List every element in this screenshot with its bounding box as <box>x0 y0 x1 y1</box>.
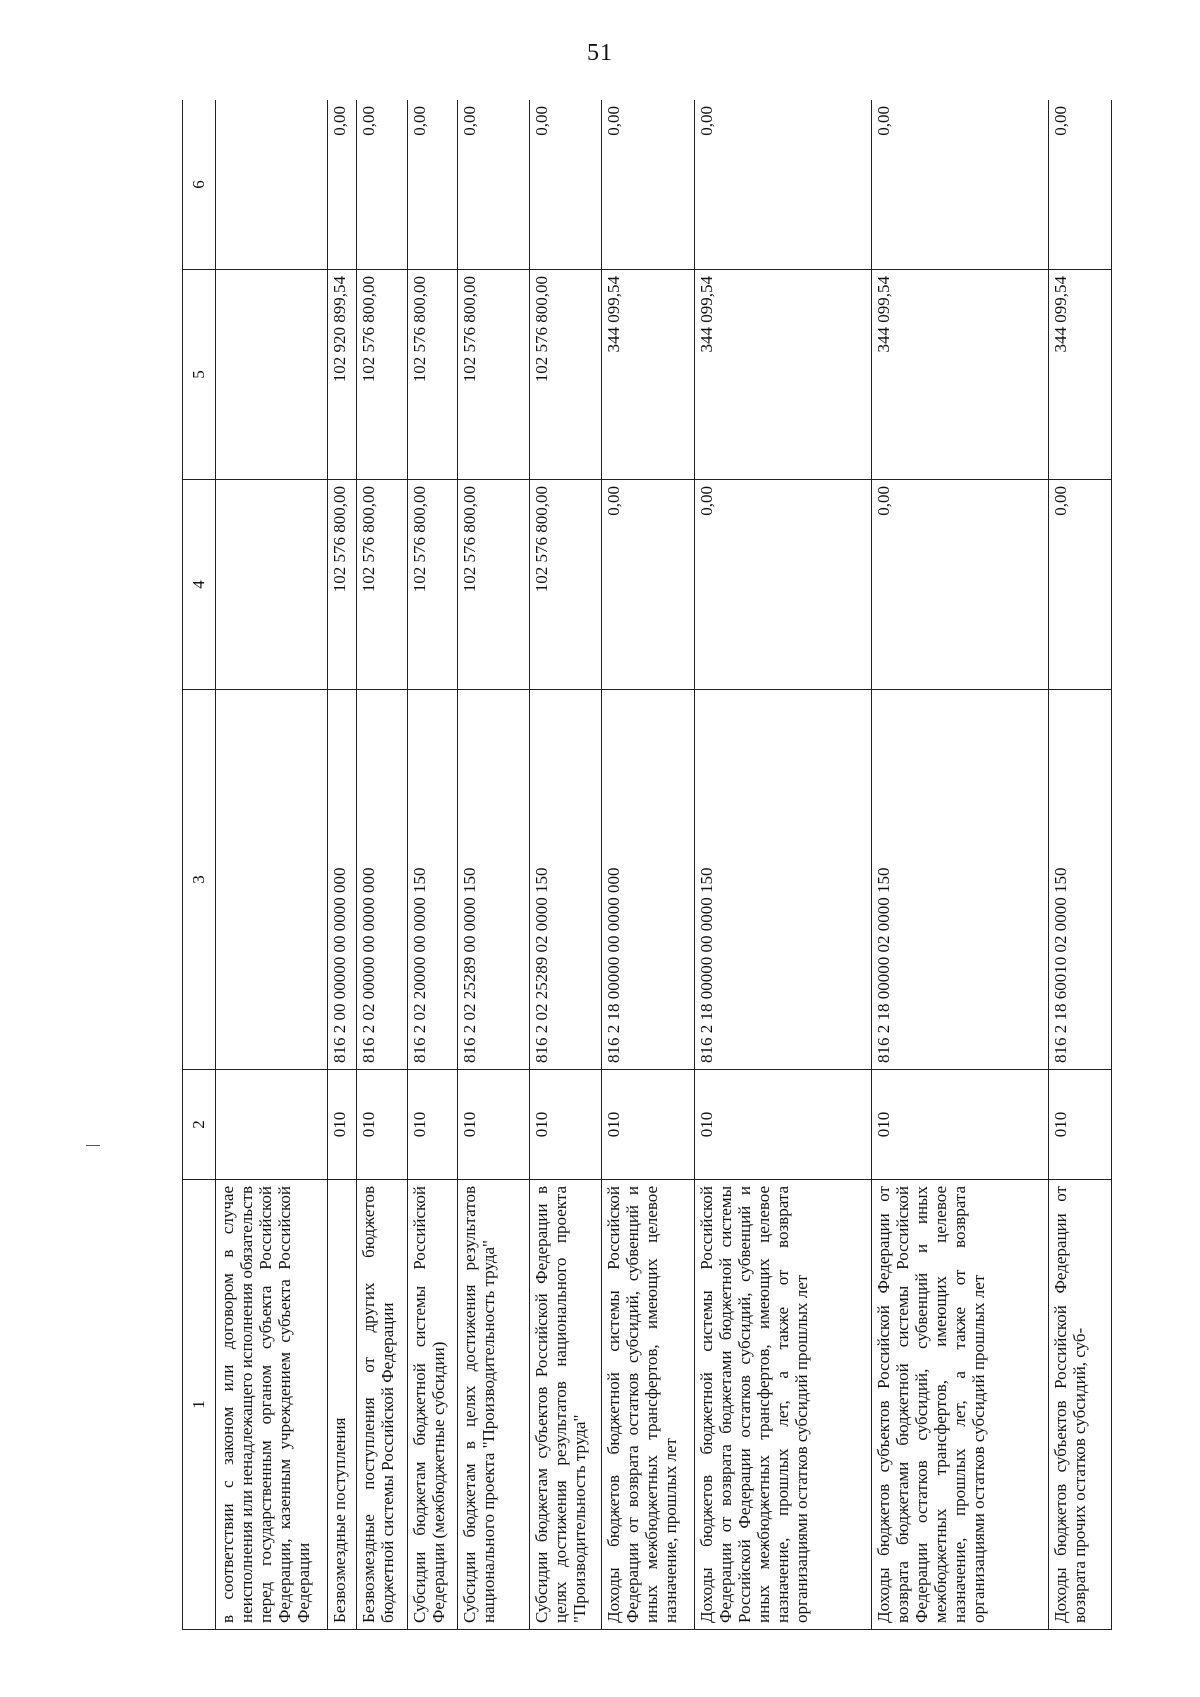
row-code: 010 <box>871 1070 1048 1180</box>
row-col6: 0,00 <box>1048 100 1111 270</box>
row-col6: 0,00 <box>694 100 871 270</box>
row-code: 010 <box>407 1070 458 1180</box>
row-name: Доходы бюджетов субъектов Российской Федерации от возврата прочих остатков субсидий, суб- <box>1048 1180 1111 1630</box>
row-col4: 0,00 <box>694 480 871 690</box>
table-row <box>407 100 458 1630</box>
row-col6: 0,00 <box>357 100 408 270</box>
table-row <box>357 100 408 1630</box>
row-col4: 102 576 800,00 <box>357 480 408 690</box>
row-col4: 102 576 800,00 <box>458 480 530 690</box>
row-name: в соответствии с законом или договором в случае неисполнения или ненадлежащего исполнения обязательств перед государственным органом субъекта Российской Федерации, казенным учреждением субъекта Российской Федерации <box>216 1180 328 1630</box>
row-col6 <box>216 100 328 270</box>
row-col4: 0,00 <box>1048 480 1111 690</box>
row-kbk <box>216 690 328 1070</box>
row-col6: 0,00 <box>530 100 602 270</box>
row-code: 010 <box>458 1070 530 1180</box>
row-code: 010 <box>694 1070 871 1180</box>
row-code: 010 <box>357 1070 408 1180</box>
row-kbk: 816 2 00 00000 00 0000 000 <box>327 690 357 1070</box>
row-code: 010 <box>1048 1070 1111 1180</box>
row-kbk: 816 2 18 00000 00 0000 150 <box>694 690 871 1070</box>
row-col4: 0,00 <box>601 480 694 690</box>
row-col5: 344 099,54 <box>601 270 694 480</box>
row-kbk: 816 2 02 25289 02 0000 150 <box>530 690 602 1070</box>
row-name: Субсидии бюджетам бюджетной системы Российской Федерации (межбюджетные субсидии) <box>407 1180 458 1630</box>
row-kbk: 816 2 02 20000 00 0000 150 <box>407 690 458 1070</box>
row-kbk: 816 2 18 00000 00 0000 000 <box>601 690 694 1070</box>
row-kbk: 816 2 18 00000 02 0000 150 <box>871 690 1048 1070</box>
page-number: 51 <box>587 40 613 66</box>
row-col5: 102 576 800,00 <box>357 270 408 480</box>
table-header-row <box>183 100 216 1630</box>
table-row <box>871 100 1048 1630</box>
table-row <box>327 100 357 1630</box>
row-col4: 102 576 800,00 <box>407 480 458 690</box>
row-kbk: 816 2 02 00000 00 0000 000 <box>357 690 408 1070</box>
column-header-2: 2 <box>183 1070 216 1180</box>
table-row <box>1048 100 1111 1630</box>
row-name: Безвозмездные поступления от других бюджетов бюджетной системы Российской Федерации <box>357 1180 408 1630</box>
row-name: Доходы бюджетов бюджетной системы Российской Федерации от возврата бюджетами бюджетной системы Российской Федерации остатков субсидий, субвенций и иных межбюджетных трансфертов, имеющих целевое назначение, прошлых лет, а также от возврата организациями остатков субсидий прошлых лет <box>694 1180 871 1630</box>
table-row <box>530 100 602 1630</box>
row-name: Доходы бюджетов бюджетной системы Российской Федерации от возврата остатков субсидий, субвенций и иных межбюджетных трансфертов, имеющих целевое назначение, прошлых лет <box>601 1180 694 1630</box>
margin-mark <box>86 1145 100 1146</box>
row-name: Субсидии бюджетам субъектов Российской Федерации в целях достижения результатов национального проекта "Производительность труда" <box>530 1180 602 1630</box>
column-header-1: 1 <box>183 1180 216 1630</box>
row-col6: 0,00 <box>601 100 694 270</box>
row-col5: 102 576 800,00 <box>407 270 458 480</box>
row-col4 <box>216 480 328 690</box>
row-code <box>216 1070 328 1180</box>
table-row <box>601 100 694 1630</box>
row-name: Безвозмездные поступления <box>327 1180 357 1630</box>
row-col6: 0,00 <box>871 100 1048 270</box>
row-name: Доходы бюджетов субъектов Российской Федерации от возврата бюджетами бюджетной системы Российской Федерации остатков субсидий, субвенций и иных межбюджетных трансфертов, имеющих целевое назначение, прошлых лет, а также от возврата организациями остатков субсидий прошлых лет <box>871 1180 1048 1630</box>
row-col5 <box>216 270 328 480</box>
column-header-3: 3 <box>183 690 216 1070</box>
row-col6: 0,00 <box>407 100 458 270</box>
row-name: Субсидии бюджетам в целях достижения результатов национального проекта "Производительность труда" <box>458 1180 530 1630</box>
row-code: 010 <box>327 1070 357 1180</box>
row-col4: 102 576 800,00 <box>327 480 357 690</box>
column-header-5: 5 <box>183 270 216 480</box>
row-code: 010 <box>530 1070 602 1180</box>
table-row <box>458 100 530 1630</box>
row-code: 010 <box>601 1070 694 1180</box>
row-col5: 344 099,54 <box>871 270 1048 480</box>
row-col5: 102 576 800,00 <box>530 270 602 480</box>
row-col4: 0,00 <box>871 480 1048 690</box>
row-col5: 102 920 899,54 <box>327 270 357 480</box>
revenue-table <box>182 100 1112 1630</box>
row-col5: 102 576 800,00 <box>458 270 530 480</box>
column-header-6: 6 <box>183 100 216 270</box>
row-col4: 102 576 800,00 <box>530 480 602 690</box>
row-col6: 0,00 <box>458 100 530 270</box>
row-kbk: 816 2 02 25289 00 0000 150 <box>458 690 530 1070</box>
row-col6: 0,00 <box>327 100 357 270</box>
row-kbk: 816 2 18 60010 02 0000 150 <box>1048 690 1111 1070</box>
table-row <box>216 100 328 1630</box>
row-col5: 344 099,54 <box>1048 270 1111 480</box>
table-frame <box>182 100 1112 1630</box>
table-row <box>694 100 871 1630</box>
row-col5: 344 099,54 <box>694 270 871 480</box>
column-header-4: 4 <box>183 480 216 690</box>
